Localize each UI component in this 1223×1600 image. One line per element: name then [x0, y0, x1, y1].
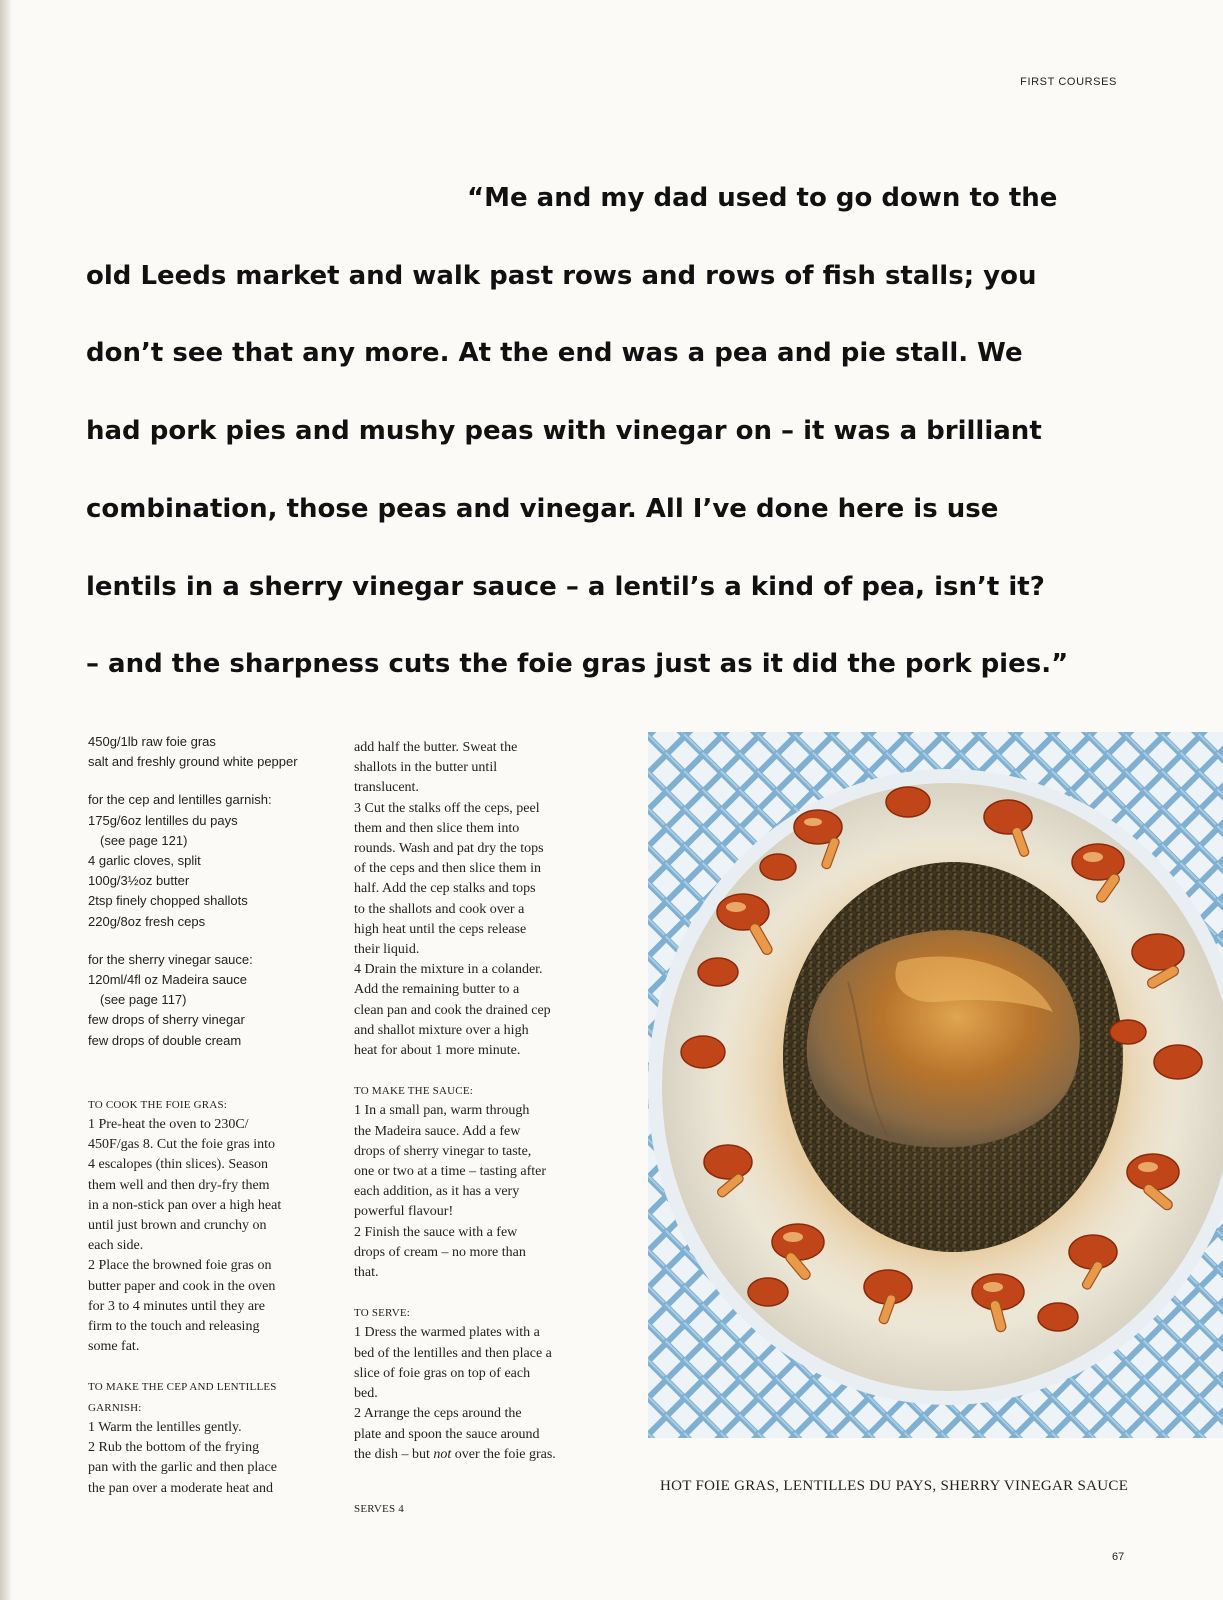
- method-line: 2 Arrange the ceps around the: [354, 1406, 522, 1422]
- spacer: [354, 1465, 599, 1499]
- spacer: [354, 1061, 599, 1081]
- method-emphasis: not: [433, 1446, 452, 1462]
- method-heading: TO MAKE THE SAUCE:: [354, 1085, 474, 1098]
- quote-line: – and the sharpness cuts the foie gras just as it did the pork pies.”: [86, 649, 1069, 680]
- quote-line: “Me and my dad used to go down to the: [467, 183, 1058, 213]
- ingredients-list: [88, 732, 328, 1051]
- method-line: 2 Place the browned foie gras on: [88, 1258, 272, 1274]
- method-line: that.: [354, 1265, 379, 1281]
- method-line: the pan over a moderate heat and: [88, 1480, 274, 1496]
- method-line: them well and then dry-fry them: [88, 1177, 270, 1193]
- ingredient: 220g/8oz fresh ceps: [88, 913, 206, 929]
- ingredient-group-heading: for the sherry vinegar sauce:: [88, 951, 253, 967]
- method-line: [354, 1445, 599, 1465]
- serves-count: SERVES 4: [354, 1502, 404, 1515]
- method-section: [88, 1095, 328, 1499]
- method-line: bed of the lentilles and then place a: [354, 1345, 552, 1361]
- spacer: [88, 1357, 328, 1377]
- method-line: pan with the garlic and then place: [88, 1460, 277, 1476]
- method-line: drops of sherry vinegar to taste,: [354, 1143, 532, 1159]
- method-line: clean pan and cook the drained cep: [354, 1002, 551, 1018]
- quote-line: had pork pies and mushy peas with vinegar on – it was a brilliant: [86, 416, 1042, 447]
- method-text: over the foie gras.: [451, 1446, 556, 1462]
- ingredient: 120ml/4fl oz Madeira sauce: [88, 972, 247, 988]
- method-line: some fat.: [88, 1339, 140, 1355]
- method-line: drops of cream – no more than: [354, 1244, 526, 1260]
- plate-illustration: [648, 732, 1223, 1438]
- foie-gras-plate-photo: [648, 732, 1223, 1438]
- method-heading: TO COOK THE FOIE GRAS:: [88, 1098, 228, 1111]
- method-line: slice of foie gras on top of each: [354, 1365, 531, 1381]
- method-line: each side.: [88, 1238, 144, 1254]
- ingredient: 100g/3½oz butter: [88, 873, 190, 889]
- page-number: 67: [1112, 1551, 1125, 1563]
- ingredient: 2tsp finely chopped shallots: [88, 893, 248, 909]
- section-header: FIRST COURSES: [1020, 76, 1117, 88]
- method-line: 1 Dress the warmed plates with a: [354, 1325, 540, 1341]
- ingredient: 175g/6oz lentilles du pays: [88, 812, 238, 828]
- method-text: the dish – but: [354, 1446, 434, 1462]
- page-gutter-shadow: [0, 0, 12, 1600]
- method-line: their liquid.: [354, 942, 420, 958]
- method-line: and shallot mixture over a high: [354, 1022, 529, 1038]
- method-line: 1 Warm the lentilles gently.: [88, 1419, 242, 1435]
- quote-line: don’t see that any more. At the end was a pea and pie stall. We: [86, 338, 1023, 369]
- method-line: to the shallots and cook over a: [354, 901, 525, 917]
- method-line: bed.: [354, 1386, 378, 1402]
- method-line: powerful flavour!: [354, 1204, 454, 1220]
- method-line: butter paper and cook in the oven: [88, 1278, 276, 1294]
- quote-line: lentils in a sherry vinegar sauce – a lentil’s a kind of pea, isn’t it?: [86, 571, 1045, 602]
- method-line: 3 Cut the stalks off the ceps, peel: [354, 800, 540, 816]
- method-line: of the ceps and then slice them in: [354, 861, 541, 877]
- method-line: 1 Pre-heat the oven to 230C/: [88, 1117, 249, 1133]
- method-line: 2 Finish the sauce with a few: [354, 1224, 518, 1240]
- ingredient-note: (see page 117): [100, 992, 187, 1008]
- quote-line: combination, those peas and vinegar. All I’ve done here is use: [86, 493, 999, 524]
- photo-caption: HOT FOIE GRAS, LENTILLES DU PAYS, SHERRY VINEGAR SAUCE: [660, 1478, 1129, 1494]
- recipe-column-left: [88, 732, 328, 1499]
- method-line: 4 escalopes (thin slices). Season: [88, 1157, 269, 1173]
- method-line: until just brown and crunchy on: [88, 1218, 267, 1234]
- method-heading: GARNISH:: [88, 1401, 142, 1414]
- method-line: half. Add the cep stalks and tops: [354, 881, 536, 897]
- method-line: one or two at a time – tasting after: [354, 1164, 547, 1180]
- method-line: translucent.: [354, 780, 419, 796]
- recipe-column-middle: [354, 738, 599, 1519]
- method-line: firm to the touch and releasing: [88, 1319, 260, 1335]
- ingredient: 450g/1lb raw foie gras: [88, 734, 216, 749]
- method-line: Add the remaining butter to a: [354, 982, 520, 998]
- pull-quote: [86, 160, 1136, 704]
- method-line: heat for about 1 more minute.: [354, 1043, 521, 1059]
- method-line: the Madeira sauce. Add a few: [354, 1123, 521, 1139]
- method-line: them and then slice them into: [354, 820, 520, 836]
- method-line: 2 Rub the bottom of the frying: [88, 1440, 260, 1456]
- method-heading: TO SERVE:: [354, 1307, 411, 1320]
- method-line: 1 In a small pan, warm through: [354, 1103, 530, 1119]
- method-line: shallots in the butter until: [354, 760, 498, 776]
- method-line: add half the butter. Sweat the: [354, 740, 518, 755]
- ingredient-note: (see page 121): [100, 832, 188, 848]
- quote-line: old Leeds market and walk past rows and rows of fish stalls; you: [86, 260, 1037, 291]
- method-line: rounds. Wash and pat dry the tops: [354, 841, 544, 857]
- ingredient: 4 garlic cloves, split: [88, 853, 201, 869]
- method-line: 450F/gas 8. Cut the foie gras into: [88, 1137, 276, 1153]
- ingredient: few drops of double cream: [88, 1032, 242, 1048]
- method-line: each addition, as it has a very: [354, 1184, 520, 1200]
- method-line: for 3 to 4 minutes until they are: [88, 1298, 265, 1314]
- spacer: [354, 1283, 599, 1303]
- method-line: plate and spoon the sauce around: [354, 1426, 540, 1442]
- method-line: high heat until the ceps release: [354, 921, 527, 937]
- ingredient: salt and freshly ground white pepper: [88, 754, 298, 770]
- ingredient-group-heading: for the cep and lentilles garnish:: [88, 792, 272, 808]
- ingredient: few drops of sherry vinegar: [88, 1012, 245, 1028]
- method-heading: TO MAKE THE CEP AND LENTILLES: [88, 1381, 277, 1394]
- method-line: 4 Drain the mixture in a colander.: [354, 962, 543, 978]
- method-line: in a non-stick pan over a high heat: [88, 1197, 282, 1213]
